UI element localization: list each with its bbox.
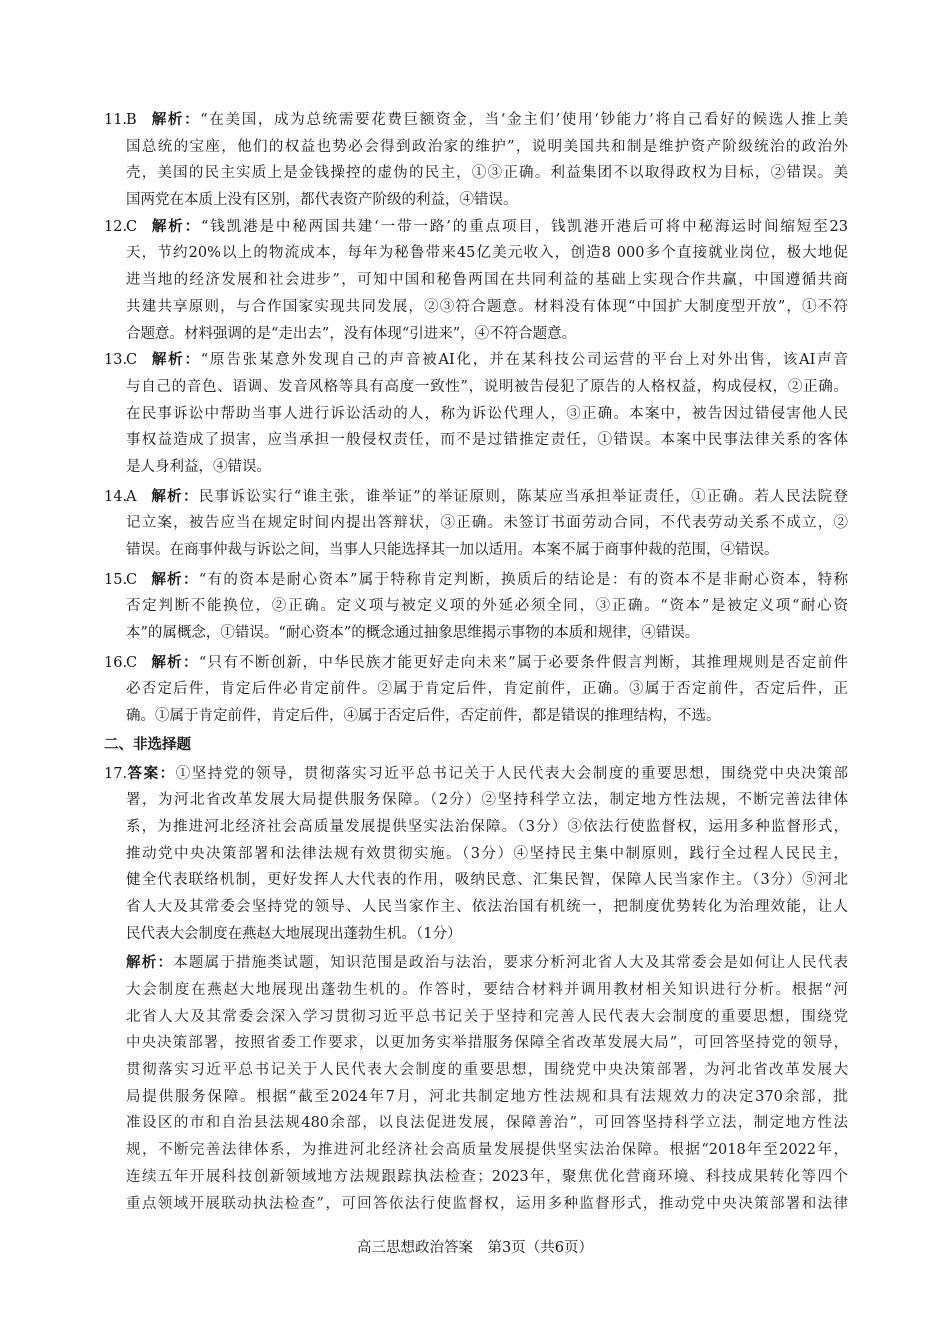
page-footer: 高三思想政治答案 第3页（共6页） (357, 1240, 593, 1256)
answer-page-content (104, 107, 849, 1217)
item-line: 错误。在商事仲裁与诉讼之间，当事人只能选择其一加以适用。本案不属于商事仲裁的范围，④错误。 (126, 542, 779, 558)
item-first-line (104, 761, 848, 788)
item-line: 确。①属于肯定前件，肯定后件，④属于否定后件，否定前件，都是错误的推理结构，不选。 (126, 708, 721, 725)
analysis-label: 解析： (150, 351, 201, 369)
item-line: 在民事诉讼中帮助当事人进行诉讼活动的人，称为诉讼代理人，③正确。本案中，被告因过错侵害他人民 (126, 405, 848, 422)
analysis-label: 解析： (150, 111, 201, 128)
item-line: 必否定后件，肯定后件必肯定前件。②属于肯定后件，肯定前件，正确。③属于否定前件，否定后件，正 (126, 681, 848, 698)
item-first-line (104, 214, 848, 241)
analysis-label: 解析： (126, 954, 174, 972)
item-first-line (104, 484, 848, 511)
line-text: “有的资本是耐心资本”属于特称肯定判断，换质后的结论是：有的资本不是非耐心资本，特称 (198, 571, 849, 588)
item-line: 合题意。材料强调的是“走出去”，没有体现“引进来”，④不符合题意。 (126, 325, 577, 342)
question-number: 17. (104, 765, 128, 782)
item-line: 省人大及其常委会坚持党的领导、人民当家作主、依法治国有机统一，把制度优势转化为治理效能，让人 (126, 898, 848, 915)
item-line: 连续五年开展科技创新领域地方法规跟踪执法检查；2023年，聚焦优化营商环境、科技成果转化等四个 (126, 1168, 848, 1185)
answer-item-14 (104, 484, 849, 564)
line-text: “原告张某意外发现自己的声音被AI化，并在某科技公司运营的平台上对外出售，该AI声音 (200, 352, 849, 369)
item-first-line (104, 347, 848, 374)
answer-item-17 (104, 761, 849, 948)
section-heading: 二、非选择题 (104, 735, 191, 753)
item-line: 本”的属概念，①错误。“耐心资本”的概念通过抽象思维揭示事物的本质和规律，④错误。 (126, 625, 700, 642)
item-line: 规，不断完善法律体系，为推进河北经济社会高质量发展提供坚实法治保障。根据“2018年至2022年， (126, 1142, 848, 1159)
item-line: 中央决策部署，按照省委工作要求，以更加务实举措服务保障全省改革发展大局”，可回答坚持党的领导， (126, 1035, 848, 1052)
answer-choice: A (126, 488, 137, 505)
answer-choice: C (126, 654, 138, 671)
item-line: 壳，美国的民主实质上是金钱操控的虚伪的民主，①③正确。利益集团不以取得政权为目标，②错误。美 (126, 165, 848, 182)
line-text: “钱凯港是中秘两国共建‘一带一路’的重点项目，钱凯港开港后可将中秘海运时间缩短至23 (201, 218, 848, 235)
answer-item-12 (104, 214, 848, 347)
line-text: 民事诉讼实行“谁主张，谁举证”的举证原则，陈某应当承担举证责任，①正确。若人民法院登 (198, 488, 849, 505)
question-number: 14. (104, 488, 128, 505)
item-first-line (104, 567, 848, 594)
question-number: 12. (104, 218, 128, 235)
answer-item-16 (104, 650, 849, 730)
item-line: 进当地的经济发展和社会进步”，可知中国和秘鲁两国在共同利益的基础上实现合作共赢，中国遵循共商 (126, 272, 848, 289)
line-text: ①坚持党的领导，贯彻落实习近平总书记关于人民代表大会制度的重要思想，围绕党中央决策部 (175, 765, 849, 782)
item-first-line (126, 950, 848, 977)
item-first-line (104, 107, 848, 134)
item-line: 健全代表联络机制，更好发挥人大代表的作用，吸纳民意、汇集民智，保障人民当家作主。（3分）⑤河北 (126, 872, 848, 889)
item-first-line (104, 650, 848, 677)
item-line: 是人身利益，④错误。 (126, 458, 271, 475)
answer-item-13 (104, 347, 849, 480)
analysis-label: 解析： (150, 570, 199, 588)
answer-choice: B (126, 112, 137, 128)
item-line: 共建共享原则，与合作国家实现共同发展，②③符合题意。材料没有体现“中国扩大制度型开放”，①不符 (126, 298, 848, 315)
answer-label: 答案： (126, 764, 176, 782)
line-text: “在美国，成为总统需要花费巨额资金，当‘金主们’使用‘钞能力’将自己看好的候选人推上美 (200, 112, 849, 128)
analysis-label: 解析： (150, 217, 202, 235)
question-number: 16. (104, 654, 128, 671)
analysis-label: 解析： (150, 653, 199, 671)
line-text: “只有不断创新，中华民族才能更好走向未来”属于必要条件假言判断，其推理规则是否定前件 (198, 654, 849, 671)
item-line: 署，为河北省改革发展大局提供服务保障。（2分）②坚持科学立法，制定地方性法规，不断完善法律体 (126, 792, 848, 809)
analysis-label: 解析： (150, 487, 199, 505)
question-number: 11. (104, 112, 128, 128)
item-line: 准设区的市和自治县法规480余部，以良法促进发展，保障善治”，可回答坚持科学立法，制定地方性法 (126, 1115, 848, 1132)
item-line: 局提供服务保障。根据“截至2024年7月，河北共制定地方性法规和具有法规效力的决定370余部，批 (126, 1088, 848, 1105)
answer-choice: C (126, 218, 138, 235)
item-line: 天，节约20%以上的物流成本，每年为秘鲁带来45亿美元收入，创造8 000多个直接就业岗位，极大地促 (126, 245, 848, 262)
item-line: 民代表大会制度在燕赵大地展现出蓬勃生机。（1分） (126, 925, 462, 942)
item-line: 与自己的音色、语调、发音风格等具有高度一致性”，说明被告侵犯了原告的人格权益，构成侵权，②正确。 (126, 378, 848, 395)
item-line: 大会制度在燕赵大地展现出蓬勃生机的。作答时，要结合材料并调用教材相关知识进行分析。根据“河 (126, 982, 848, 998)
item-line: 国两党在本质上没有区别，都代表资产阶级的利益，④错误。 (126, 192, 518, 209)
item-line: 事权益造成了损害，应当承担一般侵权责任，而不是过错推定责任，①错误。本案中民事法律关系的客体 (126, 432, 848, 449)
item-line: 记立案，被告应当在规定时间内提出答辩状，③正确。未签订书面劳动合同，不代表劳动关系不成立，② (126, 515, 848, 532)
answer-choice: C (126, 352, 138, 369)
analysis-block-17 (126, 950, 848, 1217)
answer-item-11 (104, 107, 849, 214)
line-text: 本题属于措施类试题，知识范围是政治与法治，要求分析河北省人大及其常委会是如何让人民代表 (173, 955, 849, 972)
answer-choice: C (126, 571, 138, 588)
item-line: 重点领域开展联动执法检查”，可回答依法行使监督权，运用多种监督形式，推动党中央决策部署和法律 (126, 1195, 848, 1212)
answer-item-15 (104, 567, 849, 647)
item-line: 国总统的宝座，他们的权益也势必会得到政治家的维护”，说明美国共和制是维护资产阶级统治的政治外 (126, 138, 848, 155)
item-line: 北省人大及其常委会深入学习贯彻习近平总书记关于坚持和完善人民代表大会制度的重要思想，围绕党 (126, 1008, 848, 1025)
item-line: 否定判断不能换位，②正确。定义项与被定义项的外延必须全同，③正确。“资本”是被定义项“耐心资 (126, 598, 848, 615)
question-number: 13. (104, 352, 128, 369)
question-number: 15. (104, 571, 128, 588)
item-line: 系，为推进河北经济社会高质量发展提供坚实法治保障。（3分）③依法行使监督权，运用多种监督形式， (126, 818, 848, 835)
item-line: 推动党中央决策部署和法律法规有效贯彻实施。（3分）④坚持民主集中制原则，践行全过程人民民主， (126, 845, 848, 862)
item-line: 贯彻落实习近平总书记关于人民代表大会制度的重要思想，围绕党中央决策部署，为河北省改革发展大 (126, 1062, 848, 1079)
